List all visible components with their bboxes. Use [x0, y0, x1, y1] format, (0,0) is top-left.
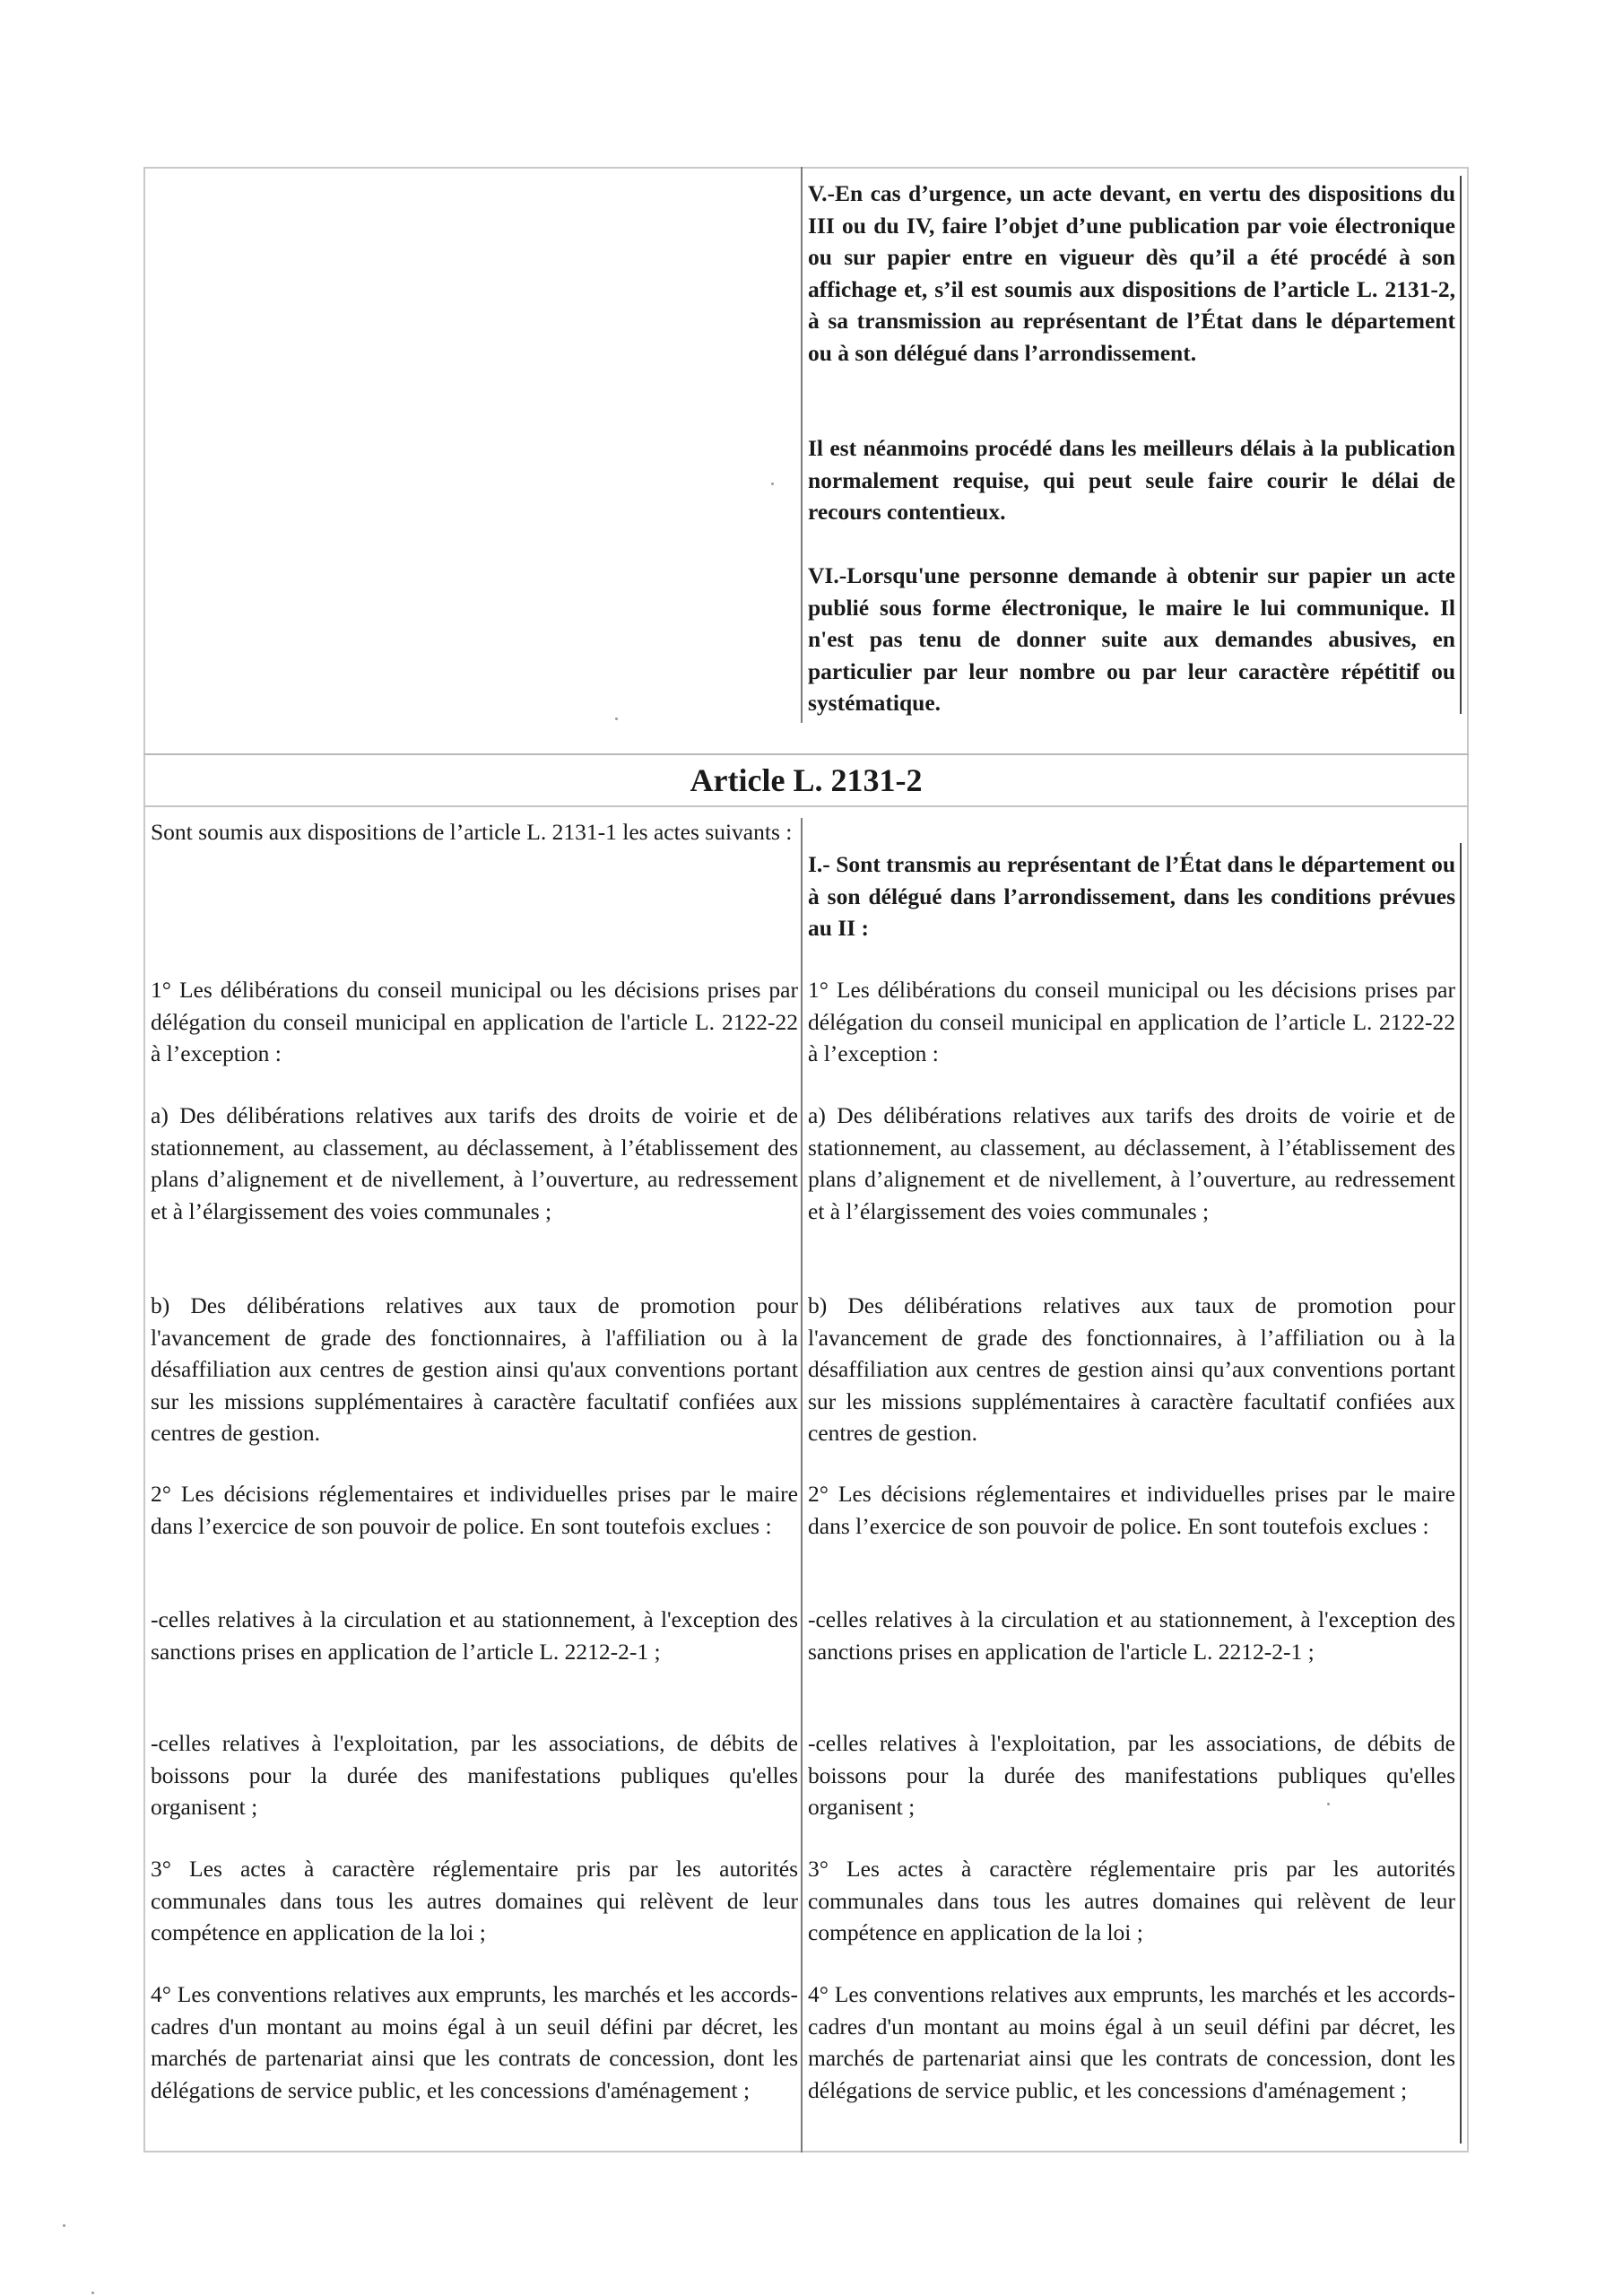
row-right-circulation: -celles relatives à la circulation et au stationnement, à l'exception des sanctions prises en application de l'article L. 2212-2-1 ; — [808, 1606, 1455, 1665]
row-right-intro: I.- Sont transmis au représentant de l’État dans le département ou à son délégué dans l’arrondissement, dans les conditions prévues au II : — [808, 851, 1455, 942]
top-right-para-2: Il est néanmoins procédé dans les meilleurs délais à la publication normalement requise, qui peut seule faire courir le délai de recours contentieux. — [808, 435, 1455, 526]
article-title: Article L. 2131-2 — [690, 762, 923, 798]
row-right-1: 1° Les délibérations du conseil municipal ou les décisions prises par délégation du conseil municipal en application de l’article L. 2122-22 à l’exception : — [808, 977, 1455, 1067]
row-left-circulation: -celles relatives à la circulation et au stationnement, à l'exception des sanctions prises en application de l’article L. 2212-2-1 ; — [151, 1606, 798, 1665]
scan-speck — [63, 2224, 65, 2227]
scan-speck — [615, 718, 618, 720]
row-left-intro: Sont soumis aux dispositions de l’article L. 2131-1 les actes suivants : — [151, 819, 793, 845]
row-left-a: a) Des délibérations relatives aux tarifs des droits de voirie et de stationnement, au classement, au déclassement, à l’établissement des plans d’alignement et de nivellement, à l’ouverture, au redressement et à l’élargissement des voies communales ; — [151, 1102, 798, 1224]
row-left-1: 1° Les délibérations du conseil municipal ou les décisions prises par délégation du conseil municipal en application de l'article L. 2122-22 à l’exception : — [151, 977, 798, 1067]
row-right-b: b) Des délibérations relatives aux taux de promotion pour l'avancement de grade des fonctionnaires, à l’affiliation ou à la désaffiliation aux centres de gestion ainsi qu’aux conventions portant sur les missions supplémentaires à caractère facultatif confiées aux centres de gestion. — [808, 1292, 1455, 1447]
row-left-b: b) Des délibérations relatives aux taux de promotion pour l'avancement de grade des fonctionnaires, à l'affiliation ou à la désaffiliation aux centres de gestion ainsi qu'aux conventions portant sur les missions supplémentaires à caractère facultatif confiées aux centres de gestion. — [151, 1292, 798, 1447]
row-right-boissons: -celles relatives à l'exploitation, par les associations, de débits de boissons pour la durée des manifestations publiques qu'elles organisent ; — [808, 1730, 1455, 1821]
row-left-boissons: -celles relatives à l'exploitation, par les associations, de débits de boissons pour la durée des manifestations publiques qu'elles organisent ; — [151, 1730, 798, 1821]
right-edge-top — [1460, 176, 1462, 714]
title-rule — [143, 805, 1469, 807]
row-left-4: 4° Les conventions relatives aux emprunts, les marchés et les accords-cadres d'un montant au moins égal à un seuil défini par décret, les marchés de partenariat ainsi que les contrats de concession, dont les délégations de service public, et les concessions d'aménagement ; — [151, 1981, 798, 2103]
scan-speck — [771, 483, 774, 485]
top-right-para-3: VI.-Lorsqu'une personne demande à obtenir sur papier un acte publié sous forme électronique, le maire le lui communique. Il n'est pas tenu de donner suite aux demandes abusives, en particulier par leur nombre ou par leur caractère répétitif ou systématique. — [808, 562, 1455, 717]
row-right-3: 3° Les actes à caractère réglementaire pris par les autorités communales dans tous les autres domaines qui relèvent de leur compétence en application de la loi ; — [808, 1856, 1455, 1946]
scan-speck — [1327, 1803, 1330, 1805]
scan-speck — [91, 2292, 94, 2294]
column-divider-top — [801, 167, 803, 723]
top-right-para-1: V.-En cas d’urgence, un acte devant, en vertu des dispositions du III ou du IV, faire l’objet d’une publication par voie électronique ou sur papier entre en vigueur dès qu’il a été procédé à son affichage et, s’il est soumis aux dispositions de l’article L. 2131-2, à sa transmission au représentant de l’État dans le département ou à son délégué dans l’arrondissement. — [808, 180, 1455, 366]
row-right-2: 2° Les décisions réglementaires et individuelles prises par le maire dans l’exercice de son pouvoir de police. En sont toutefois exclues : — [808, 1481, 1455, 1539]
row-left-3: 3° Les actes à caractère réglementaire pris par les autorités communales dans tous les autres domaines qui relèvent de leur compétence en application de la loi ; — [151, 1856, 798, 1946]
right-edge-bottom — [1460, 843, 1462, 2144]
row-right-a: a) Des délibérations relatives aux tarifs des droits de voirie et de stationnement, au classement, au déclassement, à l’établissement des plans d’alignement et de nivellement, à l’ouverture, au redressement et à l’élargissement des voies communales ; — [808, 1102, 1455, 1224]
row-right-4: 4° Les conventions relatives aux emprunts, les marchés et les accords-cadres d'un montant au moins égal à un seuil défini par décret, les marchés de partenariat ainsi que les contrats de concession, dont les délégations de service public, et les concessions d'aménagement ; — [808, 1981, 1455, 2103]
row-left-2: 2° Les décisions réglementaires et individuelles prises par le maire dans l’exercice de son pouvoir de police. En sont toutefois exclues : — [151, 1481, 798, 1539]
column-divider-bottom — [801, 818, 803, 2152]
